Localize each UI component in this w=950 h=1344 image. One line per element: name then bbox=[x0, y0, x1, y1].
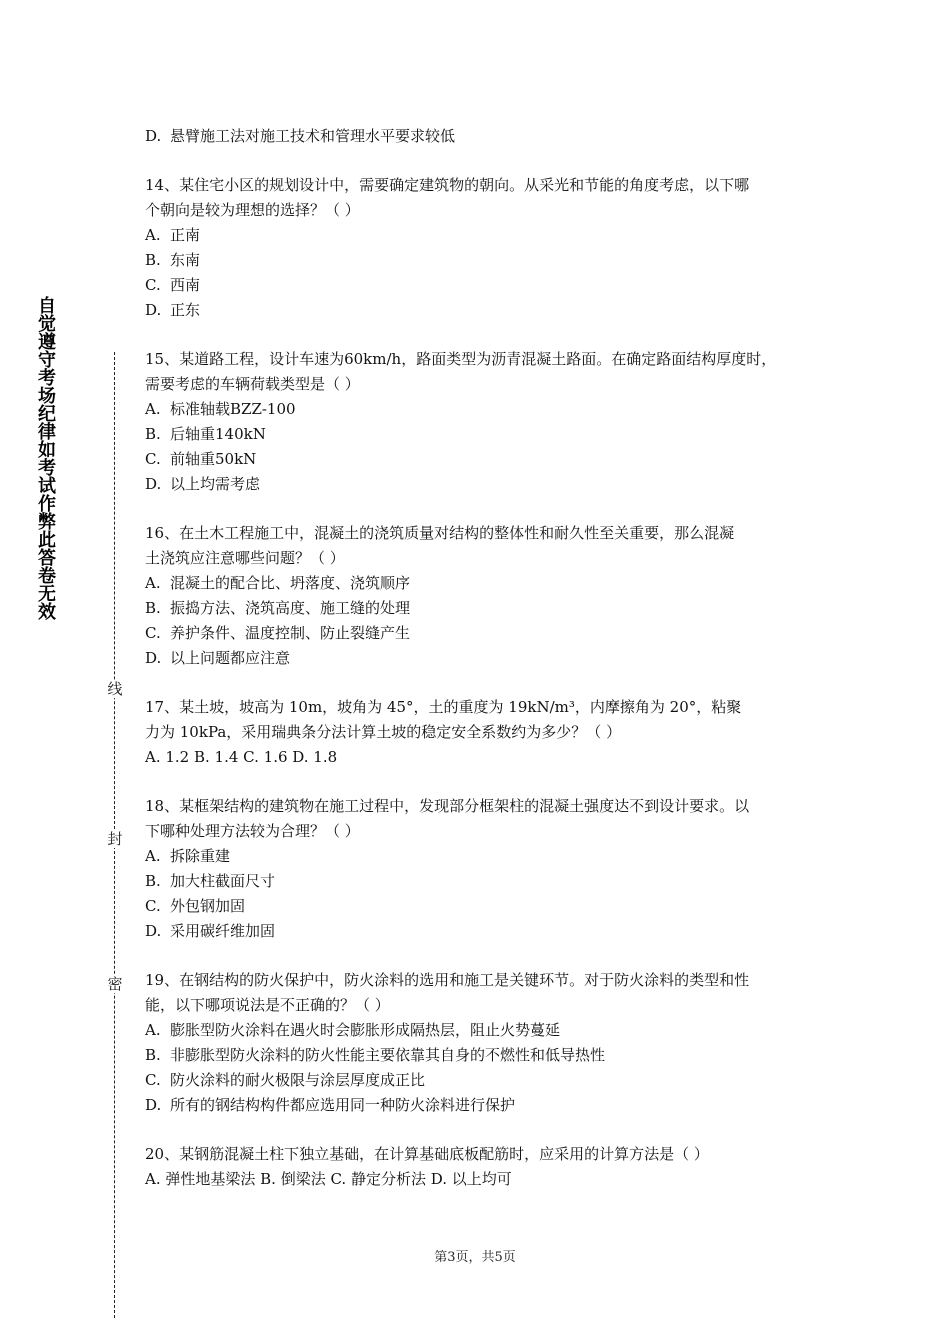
option-letter: C. bbox=[145, 450, 161, 468]
question-20 bbox=[145, 1142, 825, 1192]
question-15 bbox=[145, 347, 825, 497]
option-text: 正东 bbox=[170, 301, 201, 319]
question-stem-line: 17、某土坡，坡高为 10m，坡角为 45°，土的重度为 19kN/m³，内摩擦角为 20°，粘聚 bbox=[145, 698, 742, 716]
option-letter: B. bbox=[145, 251, 161, 269]
option-text: 以上问题都应注意 bbox=[170, 649, 291, 667]
option-text: 外包钢加固 bbox=[170, 897, 246, 915]
option-letter: B. bbox=[145, 425, 161, 443]
question-stem-line: 能，以下哪项说法是不正确的？（ ） bbox=[145, 996, 390, 1014]
option-letter: A. bbox=[145, 226, 161, 244]
option-text: 振捣方法、浇筑高度、施工缝的处理 bbox=[170, 599, 411, 617]
option-text: 拆除重建 bbox=[170, 847, 231, 865]
option-letter: D. bbox=[145, 649, 162, 667]
question-stem-line: 18、某框架结构的建筑物在施工过程中，发现部分框架柱的混凝土强度达不到设计要求。以 bbox=[145, 797, 750, 815]
question-14 bbox=[145, 173, 825, 323]
option-letter: C. bbox=[145, 276, 161, 294]
option-d bbox=[145, 298, 825, 323]
option-letter: D. bbox=[145, 1096, 162, 1114]
option-c bbox=[145, 447, 825, 472]
option-letter: D. bbox=[145, 922, 162, 940]
question-stem-line: 19、在钢结构的防火保护中，防火涂料的选用和施工是关键环节。对于防火涂料的类型和性 bbox=[145, 971, 750, 989]
page-number: 第3页，共5页 bbox=[434, 1250, 516, 1265]
option-text: 混凝土的配合比、坍落度、浇筑顺序 bbox=[170, 574, 411, 592]
prev-question-option-d bbox=[145, 124, 825, 149]
question-stem-line: 下哪种处理方法较为合理？（ ） bbox=[145, 822, 360, 840]
discipline-slogan: 自觉遵守考场纪律如考试作弊此答卷无效 bbox=[35, 296, 56, 620]
option-letter: B. bbox=[145, 599, 161, 617]
option-d bbox=[145, 472, 825, 497]
question-16 bbox=[145, 521, 825, 671]
question-stem-line: 14、某住宅小区的规划设计中，需要确定建筑物的朝向。从采光和节能的角度考虑，以下哪 bbox=[145, 176, 750, 194]
option-a bbox=[145, 397, 825, 422]
option-text: 膨胀型防火涂料在遇火时会膨胀形成隔热层，阻止火势蔓延 bbox=[170, 1021, 561, 1039]
option-b bbox=[145, 248, 825, 273]
option-a bbox=[145, 571, 825, 596]
option-a bbox=[145, 844, 825, 869]
option-d bbox=[145, 646, 825, 671]
option-letter: A. bbox=[145, 400, 161, 418]
inline-options: A. 1.2 B. 1.4 C. 1.6 D. 1.8 bbox=[145, 748, 338, 766]
binding-label-xian: 线 bbox=[107, 680, 123, 698]
inline-options: A. 弹性地基梁法 B. 倒梁法 C. 静定分析法 D. 以上均可 bbox=[145, 1170, 512, 1188]
option-d bbox=[145, 1093, 825, 1118]
binding-label-mi: 密 bbox=[107, 975, 123, 993]
question-stem-line: 土浇筑应注意哪些问题？（ ） bbox=[145, 549, 345, 567]
option-c bbox=[145, 273, 825, 298]
question-content bbox=[145, 124, 825, 1192]
option-text: 加大柱截面尺寸 bbox=[170, 872, 276, 890]
option-text: 养护条件、温度控制、防止裂缝产生 bbox=[170, 624, 411, 642]
question-stem-line: 需要考虑的车辆荷载类型是（ ） bbox=[145, 375, 360, 393]
option-text: 防火涂料的耐火极限与涂层厚度成正比 bbox=[170, 1071, 426, 1089]
option-letter: D. bbox=[145, 127, 162, 145]
option-text: 西南 bbox=[170, 276, 201, 294]
option-a bbox=[145, 223, 825, 248]
question-stem-line: 力为 10kPa，采用瑞典条分法计算土坡的稳定安全系数约为多少？（ ） bbox=[145, 723, 622, 741]
option-text: 所有的钢结构构件都应选用同一种防火涂料进行保护 bbox=[170, 1096, 516, 1114]
option-letter: A. bbox=[145, 847, 161, 865]
option-text: 以上均需考虑 bbox=[170, 475, 261, 493]
option-letter: C. bbox=[145, 897, 161, 915]
question-17 bbox=[145, 695, 825, 770]
option-c bbox=[145, 1068, 825, 1093]
option-letter: B. bbox=[145, 872, 161, 890]
question-stem-line: 15、某道路工程，设计车速为60km/h，路面类型为沥青混凝土路面。在确定路面结构厚度时， bbox=[145, 350, 777, 368]
option-b bbox=[145, 869, 825, 894]
option-letter: D. bbox=[145, 475, 162, 493]
question-stem-line: 20、某钢筋混凝土柱下独立基础，在计算基础底板配筋时，应采用的计算方法是（ ） bbox=[145, 1145, 709, 1163]
question-18 bbox=[145, 794, 825, 944]
option-text: 悬臂施工法对施工技术和管理水平要求较低 bbox=[170, 127, 456, 145]
option-text: 前轴重50kN bbox=[170, 450, 257, 468]
option-text: 标准轴载BZZ-100 bbox=[170, 400, 296, 418]
option-text: 采用碳纤维加固 bbox=[170, 922, 276, 940]
question-19 bbox=[145, 968, 825, 1118]
question-stem-line: 16、在土木工程施工中，混凝土的浇筑质量对结构的整体性和耐久性至关重要，那么混凝 bbox=[145, 524, 735, 542]
option-b bbox=[145, 1043, 825, 1068]
option-text: 非膨胀型防火涂料的防火性能主要依靠其自身的不燃性和低导热性 bbox=[170, 1046, 606, 1064]
option-b bbox=[145, 596, 825, 621]
option-d bbox=[145, 919, 825, 944]
option-letter: A. bbox=[145, 574, 161, 592]
option-text: 东南 bbox=[170, 251, 201, 269]
option-text: 后轴重140kN bbox=[170, 425, 266, 443]
option-letter: D. bbox=[145, 301, 162, 319]
option-text: 正南 bbox=[170, 226, 201, 244]
option-b bbox=[145, 422, 825, 447]
option-letter: C. bbox=[145, 624, 161, 642]
option-letter: C. bbox=[145, 1071, 161, 1089]
option-letter: B. bbox=[145, 1046, 161, 1064]
binding-label-feng: 封 bbox=[107, 830, 123, 848]
question-stem-line: 个朝向是较为理想的选择？（ ） bbox=[145, 201, 360, 219]
option-letter: A. bbox=[145, 1021, 161, 1039]
option-a bbox=[145, 1018, 825, 1043]
option-c bbox=[145, 621, 825, 646]
option-c bbox=[145, 894, 825, 919]
